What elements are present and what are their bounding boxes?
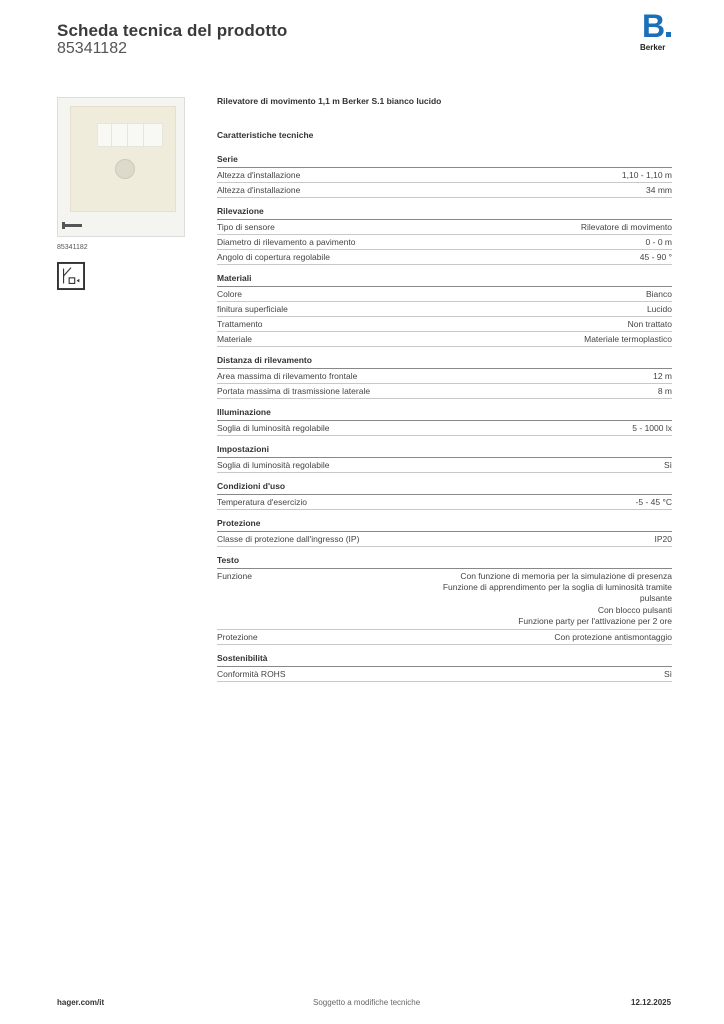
spec-value: Lucido	[646, 304, 672, 314]
spec-value-line: Funzione di apprendimento per la soglia di luminosità tramite	[442, 582, 672, 593]
spec-label: Conformità ROHS	[217, 669, 286, 680]
spec-label: Tipo di sensore	[217, 222, 275, 232]
spec-row	[217, 630, 672, 645]
spec-value: 45 - 90 °	[639, 252, 672, 262]
spec-label: Temperatura d'esercizio	[217, 497, 307, 507]
spec-value: Rilevatore di movimento	[580, 222, 672, 232]
spec-row	[217, 667, 672, 682]
spec-label: Soglia di luminosità regolabile	[217, 423, 330, 433]
spec-value: 8 m	[657, 386, 672, 396]
spec-section	[217, 444, 672, 473]
spec-row	[217, 220, 672, 235]
spec-label: Colore	[217, 289, 243, 299]
spec-value-line: pulsante	[639, 593, 672, 604]
spec-section	[217, 154, 672, 198]
product-code: 85341182	[57, 40, 127, 57]
spec-row	[217, 532, 672, 547]
spec-row	[217, 495, 672, 510]
spec-row	[217, 421, 672, 436]
spec-value: 34 mm	[646, 185, 672, 195]
spec-label: Area massima di rilevamento frontale	[217, 371, 358, 381]
spec-value: Materiale termoplastico	[584, 334, 672, 344]
spec-section	[217, 518, 672, 547]
spec-value-line: Funzione party per l'attivazione per 2 ore	[518, 615, 672, 626]
spec-value: 0 - 0 m	[645, 237, 672, 247]
switch-plate	[70, 106, 176, 212]
spec-row	[217, 287, 672, 302]
spec-row	[217, 458, 672, 473]
spec-label: Portata massima di trasmissione laterale	[217, 386, 371, 396]
spec-section	[217, 206, 672, 265]
spec-label: finitura superficiale	[217, 304, 288, 314]
spec-section	[217, 355, 672, 399]
spec-sheet	[217, 96, 672, 690]
technical-features-heading: Caratteristiche tecniche	[217, 130, 314, 140]
spec-label: Diametro di rilevamento a pavimento	[217, 237, 356, 247]
logo-letter: B	[642, 8, 666, 44]
motion-sensor-symbol-icon	[57, 262, 85, 290]
spec-section	[217, 273, 672, 347]
spec-value: Non trattato	[627, 319, 672, 329]
spec-row	[217, 168, 672, 183]
lens-segment	[143, 123, 163, 147]
spec-section	[217, 407, 672, 436]
spec-label: Altezza d'installazione	[217, 170, 301, 180]
spec-value: -5 - 45 °C	[635, 497, 672, 507]
spec-label: Materiale	[217, 334, 252, 344]
berker-logo	[636, 8, 676, 54]
spec-label: Soglia di luminosità regolabile	[217, 460, 330, 470]
spec-value: Bianco	[646, 289, 672, 299]
spec-section	[217, 481, 672, 510]
section-title: Distanza di rilevamento	[217, 355, 672, 369]
spec-label: Funzione	[217, 571, 252, 581]
product-name: Rilevatore di movimento 1,1 m Berker S.1 bianco lucido	[217, 96, 442, 106]
section-title: Testo	[217, 555, 672, 569]
spec-label: Angolo di copertura regolabile	[217, 252, 330, 262]
spec-value: Sì	[663, 460, 672, 470]
spec-value: 5 - 1000 lx	[632, 423, 672, 433]
spec-value: 12 m	[653, 371, 672, 381]
section-title: Illuminazione	[217, 407, 672, 421]
spec-row	[217, 569, 672, 630]
spec-row	[217, 302, 672, 317]
section-title: Sostenibilità	[217, 653, 672, 667]
spec-row	[217, 369, 672, 384]
spec-value: Con protezione antismontaggio	[554, 632, 672, 643]
spec-value: 1,10 - 1,10 m	[621, 170, 672, 180]
spec-value-line: Con blocco pulsanti	[597, 604, 672, 615]
spec-value-line: Con funzione di memoria per la simulazione di presenza	[460, 571, 672, 581]
spec-label: Trattamento	[217, 319, 263, 329]
footer-website: hager.com/it	[57, 998, 105, 1007]
spec-row	[217, 332, 672, 347]
spec-row	[217, 384, 672, 399]
page-title: Scheda tecnica del prodotto	[57, 21, 288, 40]
image-caption: 85341182	[57, 244, 88, 251]
spec-label: Protezione	[217, 632, 258, 643]
footer-date: 12.12.2025	[631, 998, 672, 1007]
sensor-lens	[115, 159, 135, 179]
spec-row	[217, 317, 672, 332]
section-title: Protezione	[217, 518, 672, 532]
spec-label: Classe di protezione dall'ingresso (IP)	[217, 534, 360, 544]
spec-value: IP20	[654, 534, 672, 544]
section-title: Materiali	[217, 273, 672, 287]
section-title: Impostazioni	[217, 444, 672, 458]
logo-text: Berker	[640, 43, 666, 52]
scale-bar	[64, 224, 82, 227]
section-title: Condizioni d'uso	[217, 481, 672, 495]
spec-value	[443, 571, 672, 627]
section-title: Serie	[217, 154, 672, 168]
spec-row	[217, 250, 672, 265]
footer-note: Soggetto a modifiche tecniche	[313, 998, 421, 1007]
spec-row	[217, 235, 672, 250]
spec-row	[217, 183, 672, 198]
product-image	[57, 97, 185, 237]
spec-sections	[217, 154, 672, 682]
logo-dot	[666, 32, 671, 37]
section-title: Rilevazione	[217, 206, 672, 220]
spec-label: Altezza d'installazione	[217, 185, 301, 195]
spec-section	[217, 653, 672, 682]
spec-section	[217, 555, 672, 645]
spec-value: Sì	[663, 669, 672, 680]
